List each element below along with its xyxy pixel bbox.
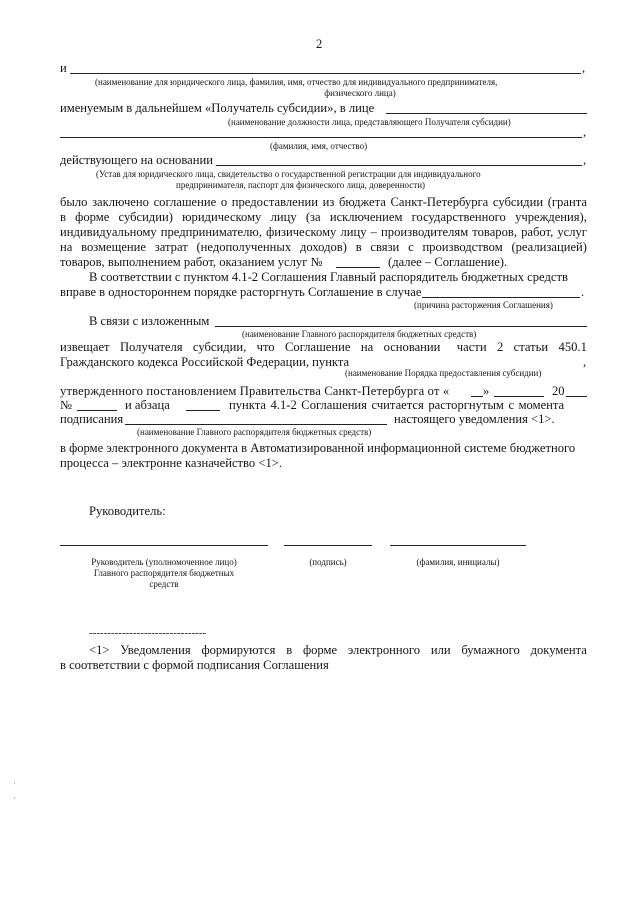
- caption-initials: (фамилия, инициалы): [416, 557, 500, 567]
- para3-line4-year: 20: [552, 384, 565, 398]
- para2-line2: вправе в одностороннем порядке расторгнуть Соглашение в случае: [60, 285, 422, 299]
- para3-line1: В связи с изложенным: [89, 314, 210, 328]
- row1-prefix: и: [60, 61, 67, 75]
- caption-subsidy-procedure: (наименование Порядка предоставления субсидии): [345, 368, 542, 378]
- para2-line1: В соответствии с пунктом 4.1-2 Соглашения Главный распорядитель бюджетных средств: [89, 270, 568, 284]
- para1-line1: было заключено соглашение о предоставлении из бюджета Санкт-Петербурга субсидии (гранта: [60, 195, 587, 209]
- signature-heading: Руководитель:: [89, 504, 166, 518]
- row3-suffix: ,: [583, 125, 587, 139]
- para3-line6-end: настоящего уведомления <1>.: [394, 412, 555, 426]
- row4-text: действующего на основании: [60, 153, 213, 167]
- caption-signatory-line1: Руководитель (уполномоченное лицо): [91, 557, 237, 567]
- scan-speck: [14, 797, 15, 799]
- para3-line3: Гражданского кодекса Российской Федерации, пункта: [60, 355, 350, 369]
- decree-month-line[interactable]: [494, 396, 544, 397]
- para3-line7: в форме электронного документа в Автоматизированной информационной системе бюджетного: [60, 441, 576, 455]
- caption-termination-reason: (причина расторжения Соглашения): [414, 300, 553, 310]
- para1-line5: товаров, выполнением работ, оказанием услуг №: [60, 255, 323, 269]
- representative-fullname-line[interactable]: [60, 137, 582, 138]
- caption-recipient-name-line2: физического лица): [324, 88, 396, 98]
- paragraph-number-line[interactable]: [186, 410, 220, 411]
- administrator-name-line[interactable]: [215, 326, 587, 327]
- footnote-separator: --------------------------------: [89, 627, 207, 639]
- caption-basis-line2: предпринимателя, паспорт для физического лица, доверенности): [176, 180, 426, 190]
- caption-signature: (подпись): [309, 557, 347, 567]
- para3-line4-mid: »: [483, 384, 490, 398]
- row1-suffix: ,: [582, 61, 586, 75]
- recipient-name-line[interactable]: [70, 73, 581, 74]
- caption-signatory-line3: средств: [149, 579, 179, 589]
- signatory-name-line[interactable]: [390, 545, 526, 546]
- para1-line5-end: (далее – Соглашение).: [388, 255, 508, 269]
- agreement-number-line[interactable]: [336, 267, 380, 268]
- caption-recipient-name-line1: (наименование для юридического лица, фамилия, имя, отчество для индивидуального предпринимателя,: [95, 77, 498, 87]
- row2-text: именуемым в дальнейшем «Получатель субсидии», в лице: [60, 101, 375, 115]
- para3-line6-start: подписания: [60, 412, 124, 426]
- caption-basis-line1: (Устав для юридического лица, свидетельство о государственной регистрации для индивидуального: [96, 169, 481, 179]
- page-number: 2: [316, 37, 323, 51]
- decree-day-line[interactable]: [471, 396, 483, 397]
- para1-line4: на возмещение затрат (недополученных доходов) в связи с производством (реализацией): [60, 240, 587, 254]
- footnote-line2: в соответствии с формой подписания Соглашения: [60, 658, 329, 672]
- caption-fullname: (фамилия, имя, отчество): [270, 141, 368, 151]
- para3-line5-no: №: [60, 398, 73, 412]
- para3-line3-end: ,: [583, 355, 587, 369]
- para3-line5-a: и абзаца: [125, 398, 170, 412]
- basis-document-line[interactable]: [216, 165, 582, 166]
- caption-representative-position: (наименование должности лица, представляющего Получателя субсидии): [228, 117, 511, 127]
- caption-administrator-name: (наименование Главного распорядителя бюджетных средств): [242, 329, 477, 339]
- scan-speck: [14, 782, 15, 784]
- signatory-position-line[interactable]: [60, 545, 268, 546]
- para3-line5-b: пункта 4.1-2 Соглашения считается расторгнутым с момента: [229, 398, 565, 412]
- row4-suffix: ,: [583, 153, 587, 167]
- decree-number-line[interactable]: [77, 410, 117, 411]
- para1-line3: индивидуальному предпринимателю, физическому лицу – производителям товаров, работ, услуг: [60, 225, 587, 239]
- signing-party-line[interactable]: [125, 424, 387, 425]
- termination-reason-line[interactable]: [422, 297, 580, 298]
- para3-line4: утвержденного постановлением Правительства Санкт-Петербурга от «: [60, 384, 450, 398]
- para3-line2: извещает Получателя субсидии, что Соглашение на основании части 2 статьи 450.1: [60, 340, 587, 354]
- representative-position-line[interactable]: [386, 113, 587, 114]
- signature-line[interactable]: [284, 545, 372, 546]
- caption-signatory-line2: Главного распорядителя бюджетных: [93, 568, 235, 578]
- decree-year-line[interactable]: [566, 396, 587, 397]
- caption-administrator-name-2: (наименование Главного распорядителя бюджетных средств): [137, 427, 372, 437]
- para2-line2-end: .: [581, 285, 585, 299]
- para1-line2: в форме субсидии) юридическому лицу (за исключением государственного учреждения),: [60, 210, 587, 224]
- footnote-line1: <1> Уведомления формируются в форме электронного или бумажного документа: [89, 643, 587, 657]
- para3-line8: процесса – электронне казначейство <1>.: [60, 456, 282, 470]
